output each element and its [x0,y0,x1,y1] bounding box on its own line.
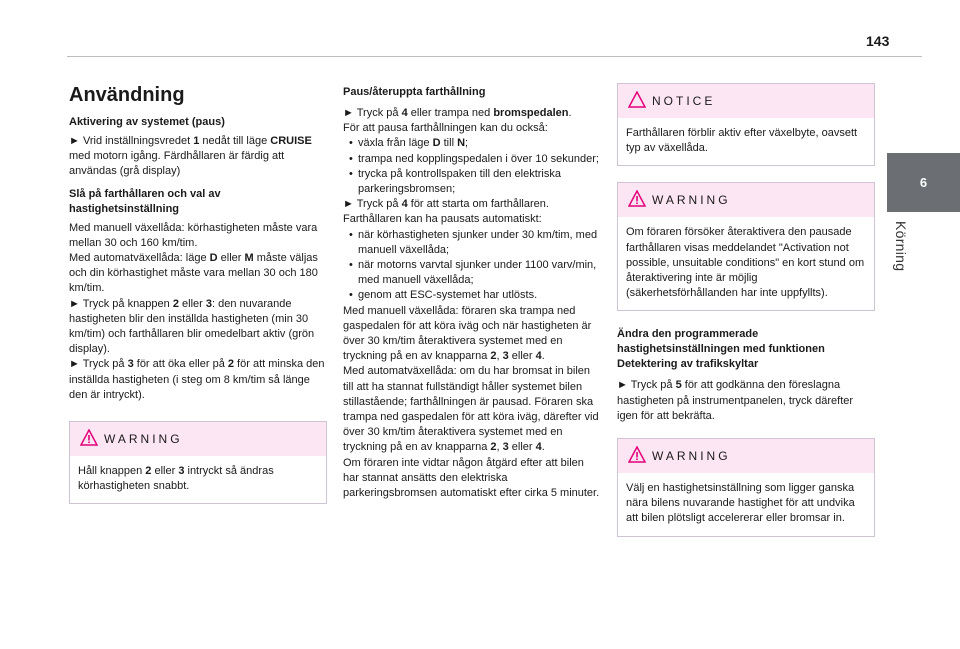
text-run: genom att ESC-systemet har utlösts. [358,289,538,302]
paragraph: Farthållaren kan ha pausats automatiskt: [343,213,542,226]
bold-term: 5 [675,379,682,392]
list-item [358,152,601,167]
bold-term: bromspedalen [493,107,569,119]
warning-title: WARNING [652,193,731,208]
list-item [358,258,601,288]
paragraph [343,106,601,121]
subheading-activation: Aktivering av systemet (paus) [69,116,225,128]
text-run: eller [217,252,245,265]
page-number: 143 [866,33,890,49]
text-run: för att starta om farthållaren. [407,198,549,211]
section-heading: Användning [69,84,185,106]
bold-term: 2 [227,358,234,371]
notice-box [617,83,875,166]
text-run: ► Tryck på [343,107,402,119]
bold-term: 4 [535,441,542,454]
warning-box [617,182,875,311]
bullet-list-auto-pause [343,228,601,304]
bold-term: 3 [178,465,185,478]
warning-triangle-icon [628,446,646,463]
text-run: ; [465,137,469,150]
paragraph [69,251,327,297]
text-run: ► Vrid inställningsvredet [69,135,194,147]
bold-term: M [244,252,254,265]
chapter-tab[interactable]: 6 [887,153,960,212]
paragraph [69,357,327,403]
paragraph [69,297,327,358]
bold-term: D [432,137,441,150]
text-run: till [440,137,458,150]
text-run: ► Tryck på [343,198,402,211]
subheading-switch-on: Slå på farthållaren och val av hastighetsinställning [69,187,221,215]
text-run: trampa ned kopplingspedalen i över 10 sekunder; [358,152,599,165]
text-run: växla från läge [358,137,433,150]
warning-text [70,456,326,503]
text-run: trycka på kontrollspaken till den elektriska parkeringsbromsen; [358,167,561,196]
warning-title: WARNING [104,432,183,447]
text-run: måste väljas och din körhastighet måste vara mellan 30 och 180 km/tim. [69,252,318,295]
column-1 [69,83,327,504]
text-run: för att godkänna den föreslagna hastigheten på instrumentpanelen, tryck därefter igen för att bekräfta. [617,379,854,422]
notice-title: NOTICE [652,94,716,108]
bold-term: 4 [401,198,408,211]
text-run: eller trampa ned [407,107,494,119]
bold-term: D [209,252,218,265]
text-run: intryckt så ändras körhastigheten snabbt. [78,465,274,493]
bold-term: 4 [535,350,542,363]
warning-title: WARNING [652,449,731,464]
paragraph [343,304,601,365]
text-run: Med manuell växellåda: föraren ska trampa ned gaspedalen för att köra iväg och när hastigheten är över 30 km/tim återaktivera systemet med en tryckning på en av knapparna [343,304,592,363]
text-run: ► Tryck på [617,379,676,392]
text-run: eller [508,441,536,454]
bold-term: 2 [172,297,179,310]
bold-term: 1 [193,135,200,147]
bold-term: N [457,137,466,150]
column-2 [343,83,601,501]
subheading-traffic-sign: Ändra den programmerade hastighetsinställningen med funktionen Detektering av trafikskyltar [617,328,825,371]
text-run: ► Tryck på knappen [69,297,173,310]
text-run: för att minska den inställda hastigheten (i steg om 8 km/tim så länge den är intryckt). [69,358,325,401]
text-run: , [496,350,503,363]
paragraph [343,197,601,212]
text-run: med motorn igång. Färdhållaren är färdig att användas (grå display) [69,150,285,178]
paragraph [343,364,601,455]
subheading-pause-resume: Paus/återuppta farthållning [343,86,486,98]
paragraph [69,134,327,180]
text-run: ► Tryck på [69,358,128,371]
warning-text: Välj en hastighetsinställning som ligger ganska nära bilens nuvarande hastighet för att undvika att bilen plötsligt accelererar eller bromsar in. [626,482,855,525]
paragraph: Om föraren inte vidtar någon åtgärd efter att bilen har stannat ansätts den elektriska parkeringsbromsen automatiskt efter cirka 5 minuter. [343,456,600,500]
paragraph [69,221,327,251]
warning-box [69,421,327,504]
text-run: . [568,107,572,119]
text-run: eller [508,350,536,363]
paragraph [617,378,875,424]
notice-text: Farthållaren förblir aktiv efter växelbyte, oavsett typ av växellåda. [626,127,858,155]
text-run: Håll knappen [78,465,146,478]
list-item [358,228,601,258]
notice-header [618,84,874,118]
list-item [358,167,601,197]
bold-term: 3 [205,297,212,310]
bold-term: 3 [502,441,509,454]
paragraph: För att pausa farthållningen kan du också: [343,122,548,135]
text-run: när motorns varvtal sjunker under 1100 varv/min, med manuell växellåda; [358,259,597,287]
header-rule [67,56,922,57]
text-run: för att öka eller på [133,358,228,371]
column-3 [617,83,875,537]
warning-triangle-icon [628,190,646,207]
text-run: . [541,350,545,363]
bold-term: 2 [490,441,497,454]
warning-triangle-icon [80,429,98,446]
notice-triangle-icon [628,91,646,108]
bold-term: 3 [502,350,509,363]
text-run: : den nuvarande hastigheten blir den inställda hastigheten (min 30 km/tim) och farthållaren blir omedelbart aktiv (grön display). [69,297,315,356]
text-run: nedåt till läge [199,135,271,147]
bullet-list-pause [343,136,601,197]
bold-term: CRUISE [270,135,312,147]
warning-header [70,422,326,456]
warning-header [618,439,874,473]
bold-term: 2 [490,350,497,363]
chapter-title: Körning [893,221,909,272]
text-run: , [496,441,503,454]
list-item [358,288,601,303]
warning-text: Om föraren försöker återaktivera den pausade farthållaren visas meddelandet "Activation not possible, unsuitable conditions" en kort stund om återaktivering inte är möjlig (säkerhetsförhållanden har inte uppfyllts). [626,226,865,300]
list-item [358,136,601,151]
bold-term: 4 [401,107,408,119]
text-run: Med manuell växellåda: körhastigheten måste vara mellan 30 och 160 km/tim. [69,221,318,249]
text-run: Med automatväxellåda: läge [69,252,210,265]
bold-term: 3 [127,358,134,371]
text-run: eller [151,465,179,478]
warning-header [618,183,874,217]
text-run: eller [178,297,206,310]
warning-box [617,438,875,537]
text-run: Med automatväxellåda: om du har bromsat in bilen till att ha stannat fullständigt håller systemet bilen stillastående; farthållningen är pausad. Föraren ska trampa ned gaspedalen för att köra iväg, därefter vid över 30 km/tim återaktivera systemet med en tryckning på en av knapparna [343,365,599,454]
bold-term: 2 [145,465,152,478]
text-run: . [541,441,545,454]
text-run: när körhastigheten sjunker under 30 km/tim, med manuell växellåda; [358,228,598,256]
